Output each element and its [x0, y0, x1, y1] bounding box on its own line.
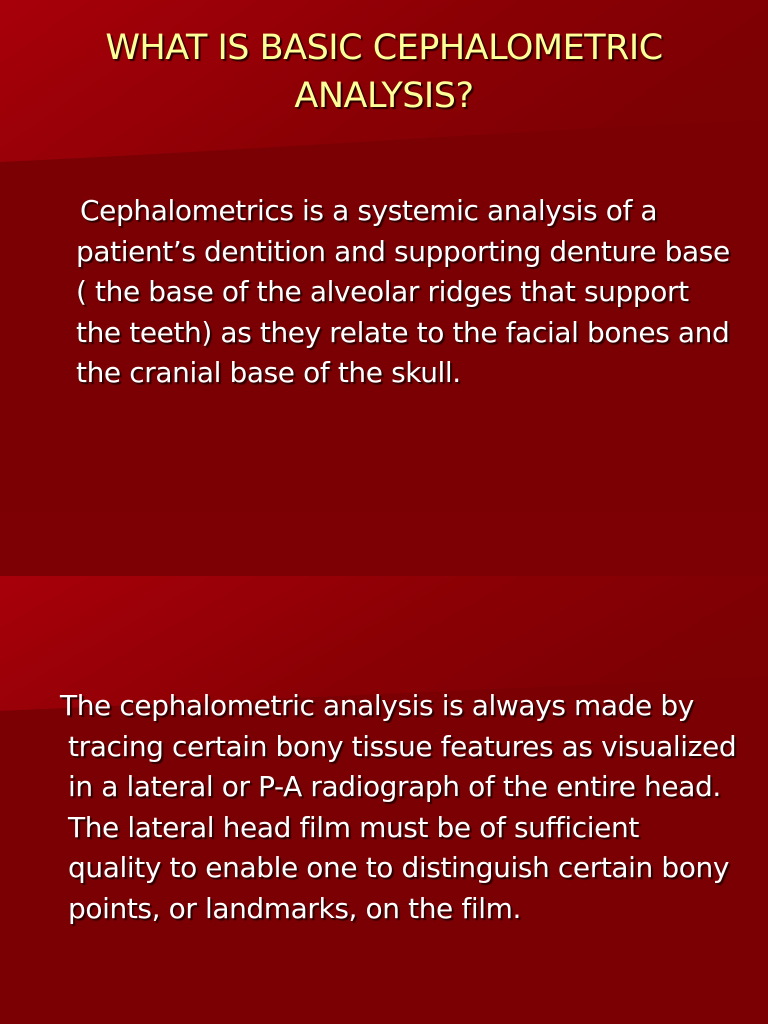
slide-gap [0, 512, 768, 576]
slide-1-body-text: Cephalometrics is a systemic analysis of a patient’s dentition and supporting denture base ( the base of the alveolar ridges that support the teeth) as they relate to the facial bones and the cranial base of the skull. [76, 194, 730, 389]
slide-2-body-text: The cephalometric analysis is always made by tracing certain bony tissue features as visualized in a lateral or P-A radiograph of the entire head. The lateral head film must be of sufficient quality to enable one to distinguish certain bony points, or landmarks, on the film. [60, 689, 737, 925]
slide-title: WHAT IS BASIC CEPHALOMETRIC ANALYSIS? [105, 28, 663, 116]
slide-2 [0, 576, 768, 1024]
